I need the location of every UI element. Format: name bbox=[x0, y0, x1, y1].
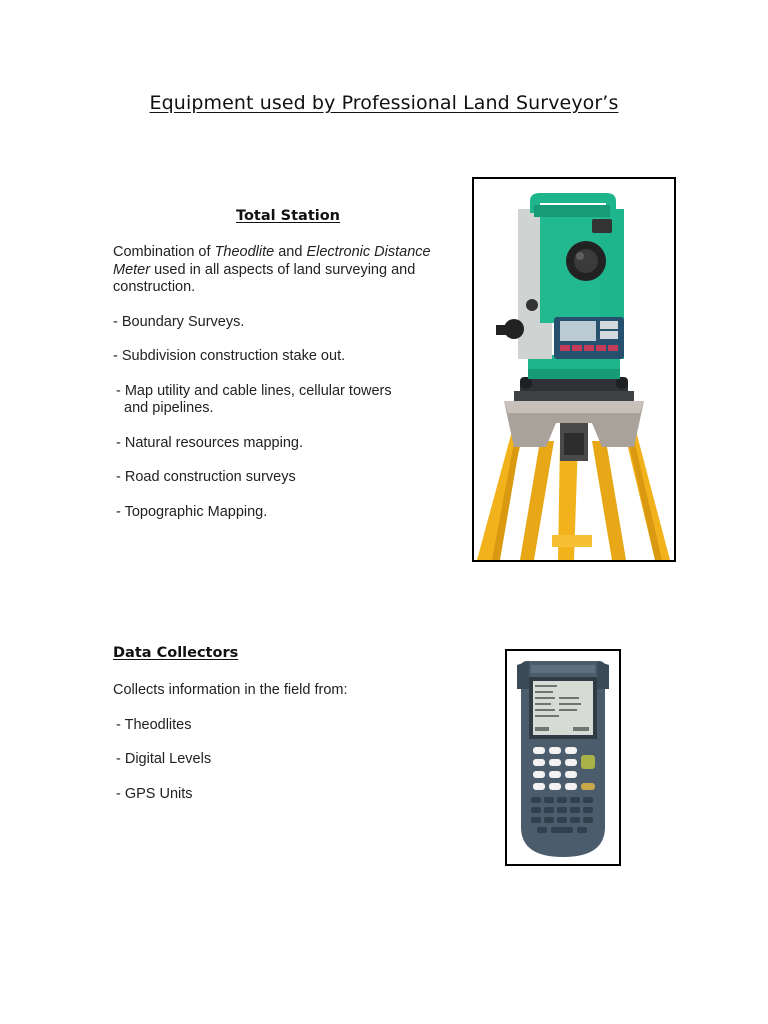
list-item: and pipelines. bbox=[116, 400, 214, 416]
total-station-heading: Total Station bbox=[236, 208, 341, 224]
list-item: - Boundary Surveys. bbox=[113, 314, 245, 330]
page-title: Equipment used by Professional Land Surveyor’s bbox=[149, 92, 619, 114]
data-collectors-heading: Data Collectors bbox=[113, 645, 239, 661]
total-station-image bbox=[472, 177, 676, 562]
data-collector-illustration bbox=[507, 651, 619, 864]
list-item: - GPS Units bbox=[116, 786, 193, 802]
list-item: - Road construction surveys bbox=[116, 469, 296, 485]
list-item: - Digital Levels bbox=[116, 751, 212, 767]
data-collector-image bbox=[505, 649, 621, 866]
data-collectors-intro: Collects information in the field from: bbox=[113, 682, 348, 698]
edm-term: Electronic Distance bbox=[306, 244, 431, 260]
list-item: - Natural resources mapping. bbox=[116, 435, 303, 451]
total-station-description: Combination of Theodlite and Electronic Distance Meter used in all aspects of land surveying and construction. bbox=[113, 244, 431, 295]
list-item: - Theodlites bbox=[116, 717, 192, 733]
list-item: - Map utility and cable lines, cellular towers bbox=[116, 383, 392, 399]
list-item: - Topographic Mapping. bbox=[116, 504, 268, 520]
total-station-illustration bbox=[474, 179, 674, 560]
theodolite-term: Theodlite bbox=[214, 244, 275, 260]
list-item: - Subdivision construction stake out. bbox=[113, 348, 346, 364]
